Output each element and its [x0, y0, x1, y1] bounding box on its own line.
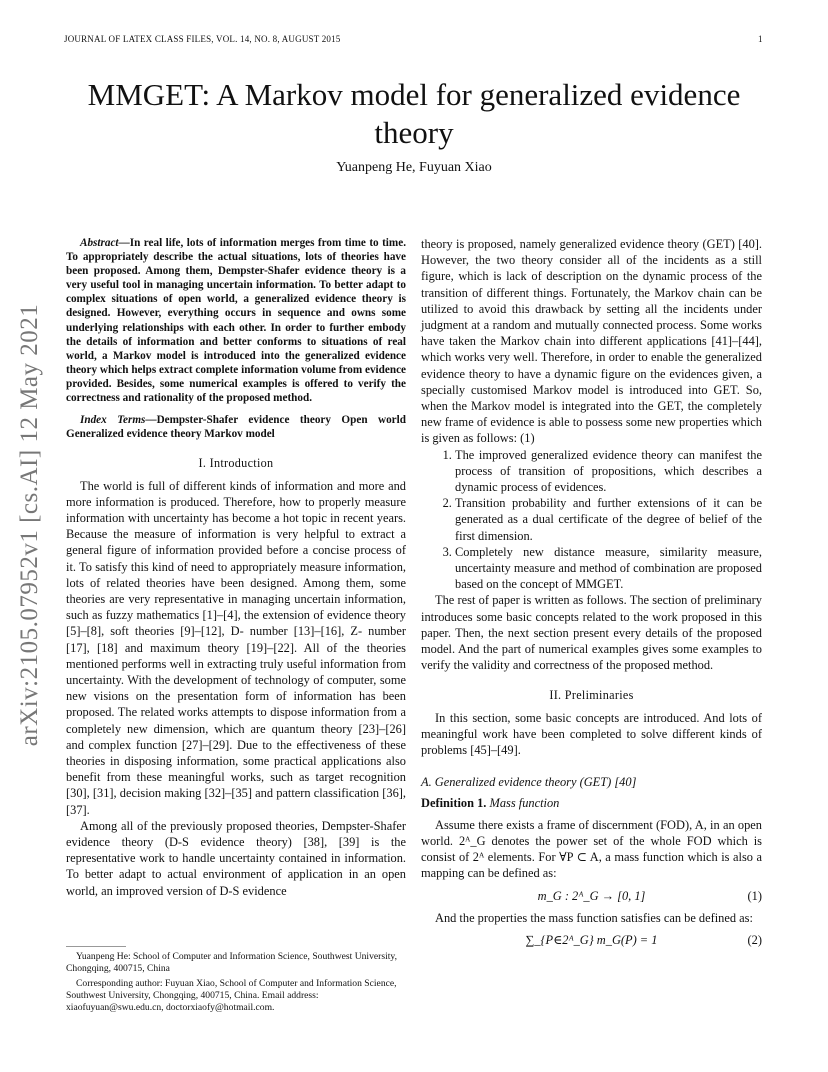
- section-heading-preliminaries: II. Preliminaries: [549, 688, 634, 703]
- intro-paragraph-3: theory is proposed, namely generalized evidence theory (GET) [40]. However, the two theory consider all of the incidents as a still figure, which is lack of description on the dynamic process of the transition of different things. Fortunately, the Markov chain can be utilized to avoid this drawback by setting all the incidents under judgment at a random and mutually connected process. Some works have taken the Markov chain into different applications [41]–[44], which works very well. Therefore, in order to enable the generalized evidence theory to have a dynamic figure on the evidences given, a specially customised Markov model is introduced into GET. So, when the Markov model is integrated into the GET, the completely new frame of evidence is able to possess some new properties which is given as follows: (1): [421, 237, 762, 446]
- intro-paragraph-4: The rest of paper is written as follows. The section of preliminary introduces some basic concepts related to the work proposed in this paper. Then, the next section present every details of the proposed model. And the part of numerical examples gives some examples to verify the validity and correctness of the proposed method.: [421, 593, 762, 673]
- intro-paragraph-1: The world is full of different kinds of information and more and more information is produced. Therefore, how to properly measure information with uncertainty has become a hot topic in recent years. Because the measure of information is very helpful to extract a general figure of information provided before a concise process of it. To satisfy this kind of need to appropriately measure information, lots of related theories have been designed. Among them, some theories are very representative in managing uncertain information, such as fuzzy mathematics [1]–[4], the extension of evidence theory [5]–[8], soft theories [9]–[12], D- number [13]–[16], Z- number [17], [18] and maximum theory [19]–[22]. All of the theories mentioned performs well in extracting truly useful information from uncertainty. With the development of technology of computer, some new visions on the presentation form of information has been proposed. The related works attempts to dispose information from a completely new dimension, which are quantum theory [23]–[26] and complex function [27]–[29]. Due to the effectiveness of these theories in disposing information, some practical applications also benefit from these meaningful works, such as target recognition [30], [31], decision making [32]–[35] and pattern classification [36], [37].: [66, 478, 406, 817]
- paper-title: MMGET: A Markov model for generalized evidence theory: [87, 77, 741, 150]
- page-number: 1: [758, 34, 763, 44]
- section-heading-introduction: I. Introduction: [198, 456, 274, 471]
- right-column: [421, 236, 762, 954]
- equation-1: [421, 888, 762, 904]
- intro-paragraph-2: Among all of the previously proposed theories, Dempster-Shafer evidence theory (D-S evidence theory) [38], [39] is the representative work to handle uncertainty contained in information. To better adapt to actual environment of application in an open world, an improved version of D-S evidence: [66, 818, 406, 898]
- list-item: 1. The improved generalized evidence theory can manifest the process of transition of propositions, which describes a dynamic process of evidences.: [455, 447, 762, 496]
- footnotes: [66, 951, 406, 1017]
- equation-2-body: ∑_{P∈2ᴬ_G} m_G(P) = 1: [525, 932, 658, 947]
- index-terms-label: Index Terms: [80, 414, 146, 427]
- index-terms-text: —Dempster-Shafer evidence theory Open world Generalized evidence theory Markov model: [66, 414, 406, 441]
- definition-label: Definition 1.: [421, 795, 487, 810]
- definition: [421, 795, 762, 811]
- equation-2-number: (2): [747, 932, 762, 947]
- footnote-affiliation: Yuanpeng He: School of Computer and Information Science, Southwest University, Chongqing, 400715, China: [66, 951, 397, 974]
- footnote-corresponding: Corresponding author: Fuyuan Xiao, School of Computer and Information Science, Southwest University, Chongqing, 400715, China. Email address: xiaofuyuan@swu.edu.cn, doctorxiaofy@hotmail.com.: [66, 978, 397, 1013]
- index-terms: [66, 413, 406, 441]
- abstract-label: Abstract: [80, 237, 119, 249]
- equation-1-body: m_G : 2ᴬ_G → [0, 1]: [537, 888, 646, 903]
- equation-1-number: (1): [747, 888, 762, 903]
- abstract: [66, 236, 406, 405]
- subsection-heading-get: A. Generalized evidence theory (GET) [40]: [421, 775, 637, 790]
- list-item: 3. Completely new distance measure, similarity measure, uncertainty measure and method of combination are proposed based on the concept of MMGET.: [455, 544, 762, 593]
- paper-authors: Yuanpeng He, Fuyuan Xiao: [336, 160, 492, 175]
- prelim-paragraph-2: Assume there exists a frame of discernment (FOD), A, in an open world. 2ᴬ_G denotes the power set of the whole FOD which is consist of 2ᴬ elements. For ∀P ⊂ A, a mass function which is also a mapping can be defined as:: [421, 817, 762, 881]
- abstract-text: —In real life, lots of information merges from time to time. To appropriately describe the actual situations, lots of theories have been proposed. Among them, Dempster-Shafer evidence theory is a very useful tool in managing uncertain information. To better adapt to complex situations of open world, a generalized evidence theory is designed. However, everything occurs in sequence and owns some underlying relationships with each other. In order to further embody the details of information and better conforms to situations of real world, a Markov model is introduced into the generalized evidence theory which helps extract complete information volume from evidence provided. Besides, some numerical examples is offered to verify the correctness and rationality of the proposed method.: [66, 237, 406, 405]
- arxiv-stamp: [8, 290, 52, 760]
- equation-2: [421, 932, 762, 948]
- arxiv-stamp-text: arXiv:2105.07952v1 [cs.AI] 12 May 2021: [16, 303, 43, 747]
- contribution-list: [421, 447, 762, 593]
- prelim-paragraph-1: In this section, some basic concepts are introduced. And lots of meaningful work have been completed to solve different kinds of problems [45]–[49].: [421, 710, 762, 758]
- left-column: [66, 236, 406, 899]
- list-item: 2. Transition probability and further extensions of it can be generated as a dual certificate of the degree of belief of the first dimension.: [455, 495, 762, 544]
- running-head: JOURNAL OF LATEX CLASS FILES, VOL. 14, NO. 8, AUGUST 2015: [64, 34, 341, 44]
- prelim-paragraph-3: And the properties the mass function satisfies can be defined as:: [435, 910, 753, 925]
- definition-name: Mass function: [489, 795, 560, 810]
- footnote-rule: [66, 946, 126, 947]
